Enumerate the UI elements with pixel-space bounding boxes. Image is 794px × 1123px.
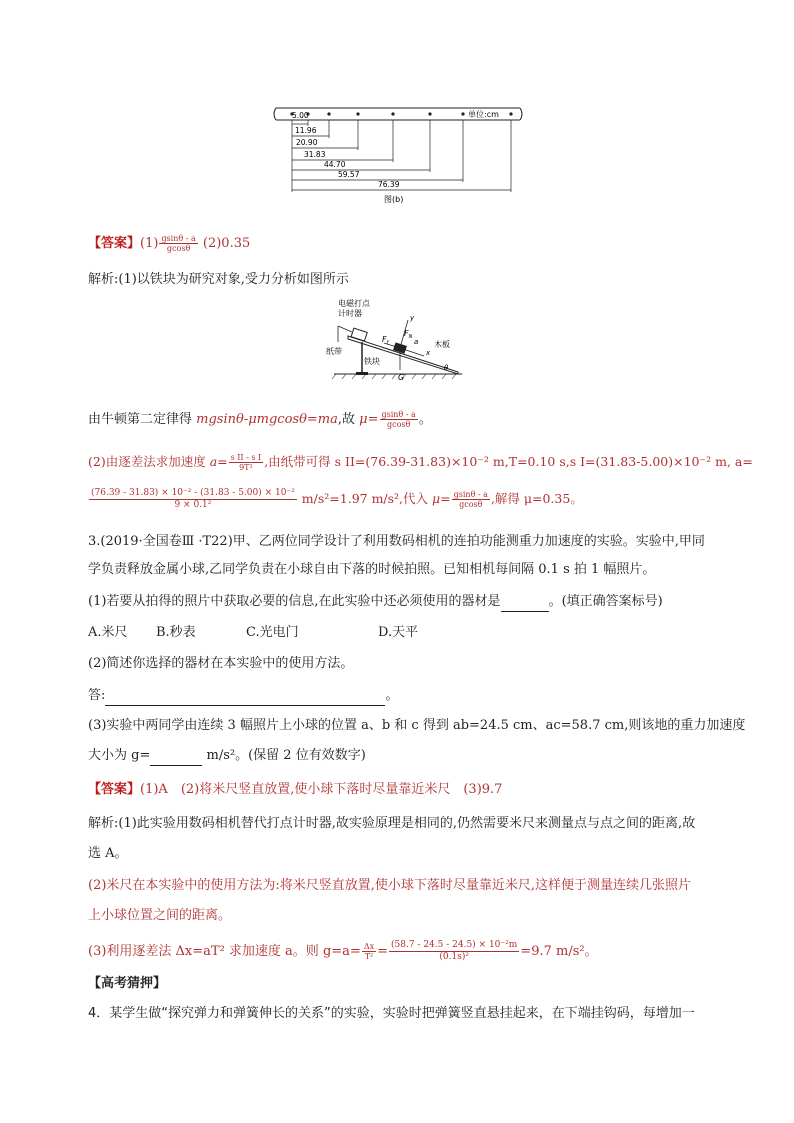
q3-options: [88, 623, 418, 643]
q3-stem-2: 学负责释放金属小球,乙同学负责在小球自由下落的时候拍照。已知相机每间隔 0.1 s 拍 1 幅照片。: [88, 562, 656, 577]
answer-blank-3[interactable]: [150, 765, 202, 766]
figure-caption: 图(b): [384, 195, 404, 204]
answer-1: 【答案】(1) $\frac{gsin\theta - a}{gcos\theta}$ (2)0.35: [88, 234, 251, 253]
answer-blank-2[interactable]: [105, 705, 385, 706]
svg-text:11.96: 11.96: [295, 126, 317, 135]
svg-text:纸带: 纸带: [326, 347, 342, 356]
svg-text:θ: θ: [444, 364, 449, 372]
svg-text:FN: $F_N$: [404, 329, 413, 340]
svg-text:计时器: 计时器: [338, 309, 362, 318]
analysis-1-part2: (2)由逐差法求加速度 a= $\frac{\text{s II - s I}}{\text{9T²}}$ ,由纸带可得 s II=(76.39-31.83)×10⁻² m,T=0.10 s,s I=(31.83-5.00)×10⁻² m, a=: [88, 453, 753, 472]
answer-blank-1[interactable]: [501, 611, 549, 612]
q3-sub1: (1)若要从拍得的照片中获取必要的信息,在此实验中还必须使用的器材是 。(填正确答案标号): [88, 592, 663, 612]
svg-text:a: a: [414, 338, 419, 346]
q3-sub3-2: 大小为 g= m/s²。(保留 2 位有效数字): [88, 746, 366, 766]
svg-text:木板: 木板: [434, 340, 450, 349]
q3-answer-line: 答: 。: [88, 686, 398, 706]
svg-text:59.57: 59.57: [338, 170, 360, 179]
tape-figure: [268, 100, 528, 210]
option-b: B.秒表: [156, 625, 196, 640]
q3-sub3-1: (3)实验中两同学由连续 3 幅照片上小球的位置 a、b 和 c 得到 ab=24.5 cm、ac=58.7 cm,则该地的重力加速度: [88, 718, 746, 733]
svg-text:Ff: $F_f$: [382, 335, 389, 346]
answer-3: 【答案】(1)A (2)将米尺竖直放置,使小球下落时尽量靠近米尺 (3)9.7: [88, 782, 503, 797]
q3-sub2: (2)简述你选择的器材在本实验中的使用方法。: [88, 656, 354, 671]
analysis-3-l4: 上小球位置之间的距离。: [88, 908, 232, 923]
option-d: D.天平: [378, 625, 419, 640]
analysis-3-l2: 选 A。: [88, 846, 128, 861]
analysis-1-newton: 由牛顿第二定律得 mgsinθ-μmgcosθ=ma,故 μ= $\frac{gsin\theta - a}{gcos\theta}$ 。: [88, 410, 432, 429]
option-c: C.光电门: [246, 625, 299, 640]
svg-text:31.83: 31.83: [304, 150, 326, 159]
svg-text:76.39: 76.39: [378, 180, 400, 189]
svg-text:电磁打点: 电磁打点: [338, 299, 370, 308]
svg-text:G: G: [398, 373, 405, 382]
section-title: 【高考猜押】: [88, 976, 167, 991]
analysis-1-calc: $\frac{\text{(76.39 - 31.83) × 10⁻² - (31.83 - 5.00) × 10⁻²}}{\text{9 × 0.1²}}$ m/s²=1.97 m/s²,代入 μ= $\frac{gsin\theta - a}{gcos\theta}$ ,解得 μ=0.35。: [91, 488, 583, 510]
analysis-3-l3: (2)米尺在本实验中的使用方法为:将米尺竖直放置,使小球下落时尽量靠近米尺,这样便于测量连续几张照片: [88, 878, 692, 893]
q3-stem-1: 3.(2019·全国卷Ⅲ ·T22)甲、乙两位同学设计了利用数码相机的连拍功能测重力加速度的实验。实验中,甲同: [88, 534, 705, 549]
svg-text:20.90: 20.90: [296, 138, 318, 147]
incline-figure: [318, 292, 468, 386]
svg-text:y: y: [410, 314, 415, 322]
analysis-3-l5: (3)利用逐差法 Δx=aT² 求加速度 a。则 g=a= $\frac{\Delta x}{\text{T²}}$ = $\frac{\text{(58.7 - 24.5 - 24.5) × 10⁻²m}}{\text{(0.1s)²}}$ =9.7 m/s²。: [88, 940, 598, 962]
option-a: A.米尺: [88, 625, 128, 640]
svg-text:44.70: 44.70: [324, 160, 346, 169]
svg-text:铁块: 铁块: [364, 357, 380, 366]
analysis-3-l1: 解析:(1)此实验用数码相机替代打点计时器,故实验原理是相同的,仍然需要米尺来测量点与点之间的距离,故: [88, 816, 696, 831]
svg-text:x: x: [426, 349, 431, 357]
q4-line-1: 4．某学生做“探究弹力和弹簧伸长的关系”的实验，实验时把弹簧竖直悬挂起来，在下端挂钩码，每增加一: [88, 1006, 695, 1021]
svg-text:5.00: 5.00: [292, 111, 309, 120]
unit-label: 单位:cm: [468, 110, 499, 119]
analysis-1-intro: 解析:(1)以铁块为研究对象,受力分析如图所示: [88, 272, 349, 287]
